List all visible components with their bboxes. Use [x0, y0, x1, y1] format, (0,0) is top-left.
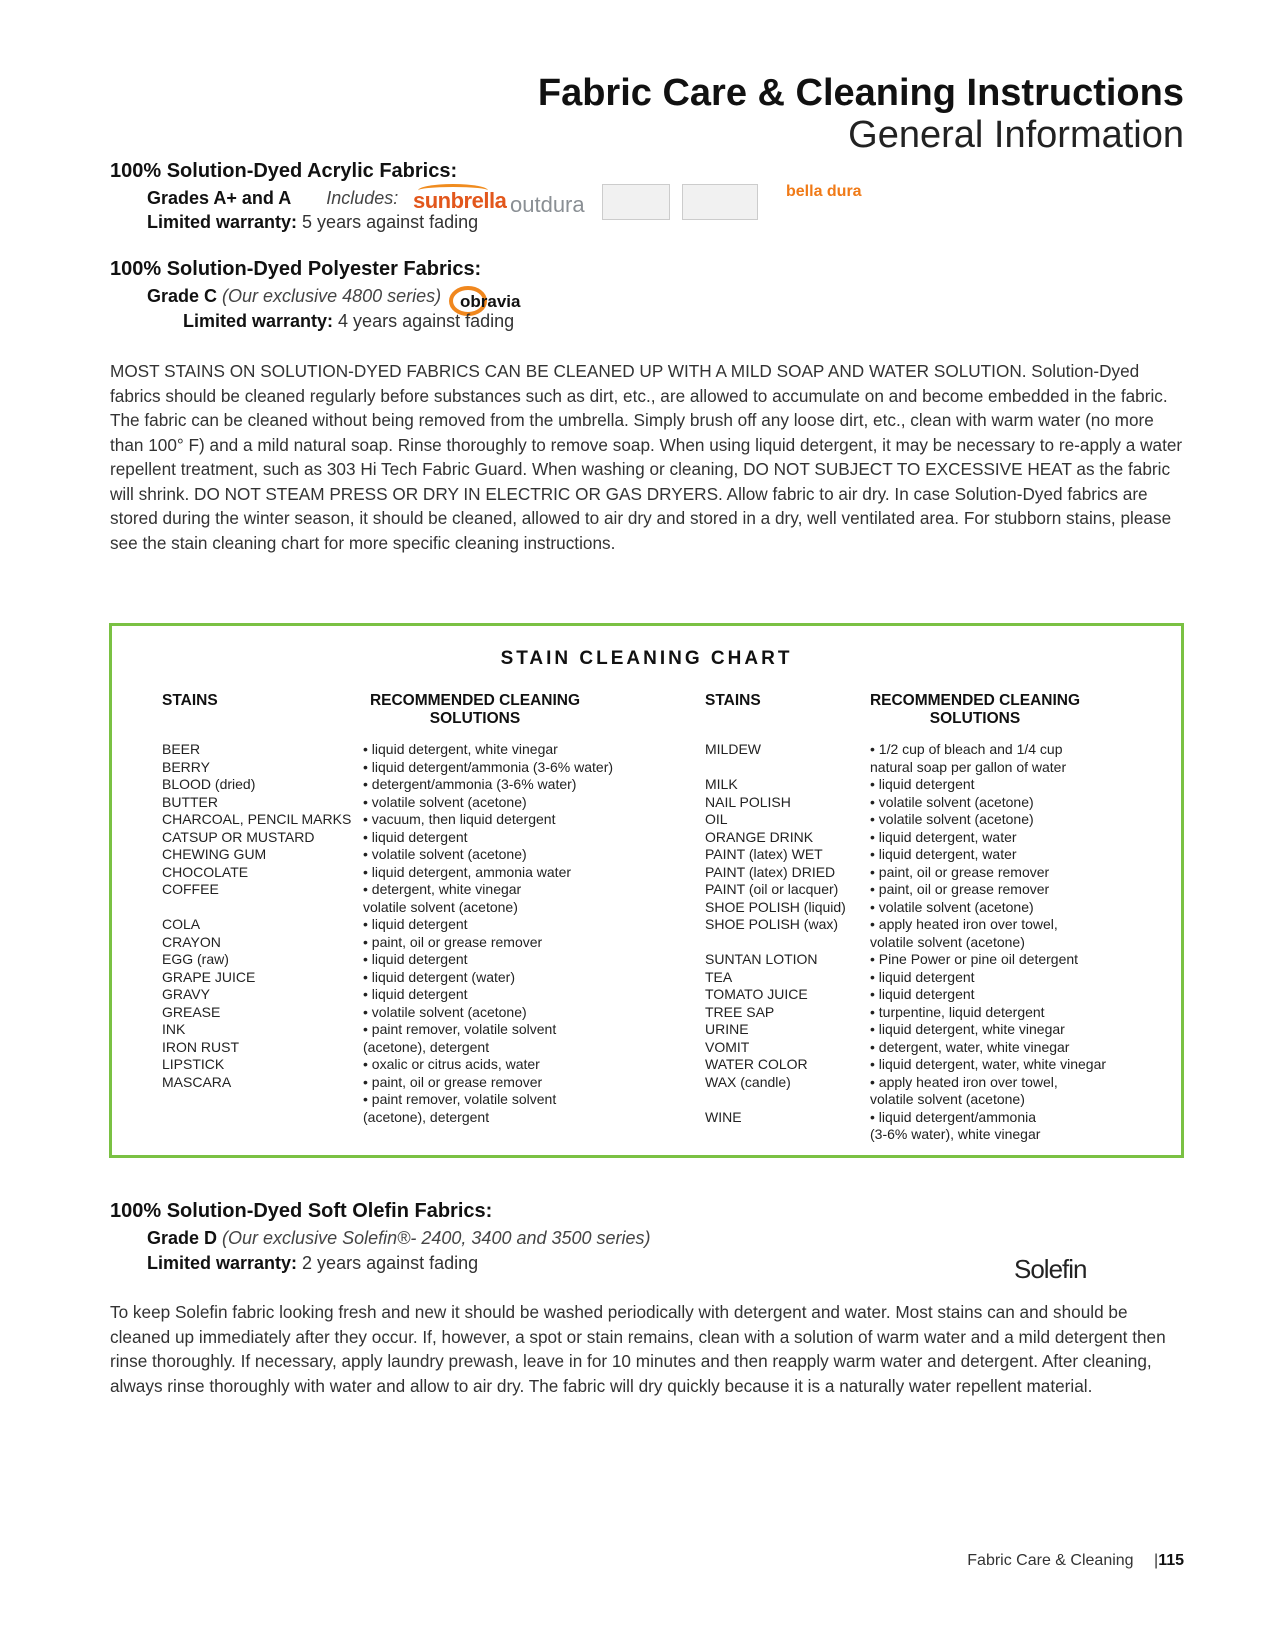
- warranty-value: 5 years against fading: [302, 212, 479, 232]
- solution-item: • liquid detergent, water, white vinegar: [870, 1056, 1107, 1072]
- solution-item: • volatile solvent (acetone): [870, 793, 1034, 810]
- stain-item: TREE SAP: [705, 1003, 775, 1020]
- bella-dura-logo-text: bella dura: [786, 183, 862, 200]
- solution-item: • liquid detergent: [870, 968, 975, 985]
- solution-item: volatile solvent (acetone): [870, 1091, 1025, 1107]
- solution-item: • volatile solvent (acetone): [363, 1003, 527, 1020]
- olefin-care-paragraph: To keep Solefin fabric looking fresh and new it should be washed periodically with detergent and water. Most stains can and should be cleaned up immediately after they occur. If, however, a spot or stain remains, clean with a solution of warm water and a mild detergent then rinse thoroughly. If necessary, apply laundry prewash, leave in for 10 minutes and then reapply warm water and detergent. After cleaning, always rinse thoroughly with water and allow to air dry. The fabric will dry quickly because it is a naturally water repellent material.: [110, 1302, 1166, 1396]
- solution-item: • detergent/ammonia (3-6% water): [363, 776, 577, 792]
- bella-dura-logo: [786, 184, 862, 200]
- stain-item: SUNTAN LOTION: [705, 951, 818, 967]
- solution-item: • Pine Power or pine oil detergent: [870, 951, 1079, 967]
- sunbrella-logo: sunbrella: [413, 188, 507, 213]
- stain-item: [162, 899, 352, 917]
- stain-item: OIL: [705, 811, 728, 827]
- stain-item: MILK: [705, 776, 738, 792]
- solution-item: • liquid detergent/ammonia: [870, 1108, 1036, 1125]
- warranty-label: Limited warranty:: [147, 212, 298, 232]
- right-solutions-list: [870, 741, 1170, 1144]
- stain-item: PAINT (latex) WET: [705, 846, 823, 862]
- solution-item: • apply heated iron over towel,: [870, 1073, 1058, 1090]
- stain-item: MASCARA: [162, 1073, 232, 1090]
- stain-item: ORANGE DRINK: [705, 828, 814, 845]
- stain-item: SHOE POLISH (liquid): [705, 898, 846, 915]
- solution-item: • paint, oil or grease remover: [870, 881, 1050, 897]
- acrylic-grades: Grades A+ and A: [147, 188, 292, 208]
- stain-item: COFFEE: [162, 881, 219, 897]
- olefin-section-title: 100% Solution-Dyed Soft Olefin Fabrics:: [110, 1200, 493, 1222]
- cleaning-instructions-paragraph: MOST STAINS ON SOLUTION-DYED FABRICS CAN BE CLEANED UP WITH A MILD SOAP AND WATER SOLUTION. Solution-Dyed fabrics should be cleaned regularly before substances such as dirt, etc., are allowed to accumulate on and become embedded in the fabric. The fabric can be cleaned without being removed from the umbrella. Simply brush off any loose dirt, etc., clean with warm water (no more than 100° F) and a mild natural soap. Rinse thoroughly to remove soap. When using liquid detergent, it may be necessary to re-apply a water repellent treatment, such as 303 Hi Tech Fabric Guard. When washing or cleaning, DO NOT SUBJECT TO EXCESSIVE HEAT as the fabric will shrink. DO NOT STEAM PRESS OR DRY IN ELECTRIC OR GAS DRYERS. Allow fabric to air dry. In case Solution-Dyed fabrics are stored during the winter season, it should be cleaned, allowed to air dry and stored in a dry, well ventilated area. For stubborn stains, please see the stain cleaning chart for more specific cleaning instructions.: [110, 361, 1183, 553]
- stain-item: CATSUP OR MUSTARD: [162, 828, 315, 845]
- stain-item: BUTTER: [162, 793, 218, 810]
- right-stains-list: [705, 741, 865, 1126]
- stain-item: TOMATO JUICE: [705, 986, 808, 1002]
- warranty-label: Limited warranty:: [147, 1253, 298, 1273]
- stain-item: BEER: [162, 741, 201, 757]
- solution-item: • oxalic or citrus acids, water: [363, 1056, 540, 1072]
- solution-item: • paint, oil or grease remover: [363, 1073, 543, 1090]
- right-stains-header: STAINS: [705, 692, 761, 709]
- solution-item: • volatile solvent (acetone): [363, 793, 527, 810]
- solution-item: • liquid detergent: [870, 986, 975, 1002]
- solution-item: • volatile solvent (acetone): [363, 846, 527, 862]
- solution-item: • paint remover, volatile solvent: [363, 1021, 557, 1037]
- left-solutions-header: RECOMMENDED CLEANING SOLUTIONS: [369, 692, 581, 727]
- stain-item: [705, 934, 865, 952]
- stain-item: GRAVY: [162, 986, 210, 1002]
- stain-item: WINE: [705, 1108, 742, 1125]
- solution-item: • liquid detergent (water): [363, 968, 515, 985]
- left-solutions-list: [363, 741, 643, 1126]
- warranty-value: 4 years against fading: [338, 311, 515, 331]
- polyester-grade-line: [147, 286, 441, 307]
- page-title: Fabric Care & Cleaning Instructions: [537, 72, 1184, 114]
- stain-item: VOMIT: [705, 1038, 750, 1055]
- warranty-label: Limited warranty:: [183, 311, 334, 331]
- page-subtitle: General Information: [848, 114, 1184, 156]
- stain-item: [705, 1091, 865, 1109]
- acrylic-grades-line: [147, 188, 398, 209]
- solution-item: • liquid detergent: [363, 916, 468, 932]
- stain-item: CHARCOAL, PENCIL MARKS: [162, 811, 352, 827]
- solution-item: • detergent, water, white vinegar: [870, 1038, 1070, 1055]
- footer-section-name: Fabric Care & Cleaning: [967, 1552, 1134, 1569]
- page-header: [538, 72, 1184, 156]
- stain-item: BERRY: [162, 758, 210, 775]
- solution-item: • detergent, white vinegar: [363, 881, 522, 897]
- stain-item: SHOE POLISH (wax): [705, 916, 839, 932]
- stain-item: EGG (raw): [162, 951, 229, 967]
- chart-title: STAIN CLEANING CHART: [500, 648, 793, 669]
- solution-item: • liquid detergent/ammonia (3-6% water): [363, 758, 614, 775]
- olefin-warranty: [147, 1253, 478, 1274]
- stain-item: CHOCOLATE: [162, 863, 249, 880]
- right-solutions-header: RECOMMENDED CLEANING SOLUTIONS: [869, 692, 1081, 727]
- solution-item: • liquid detergent: [363, 951, 468, 967]
- stain-cleaning-chart: [109, 623, 1184, 1158]
- stain-item: URINE: [705, 1021, 749, 1037]
- solution-item: volatile solvent (acetone): [363, 898, 518, 915]
- solution-item: • liquid detergent: [870, 776, 975, 792]
- stain-item: IRON RUST: [162, 1038, 239, 1055]
- olefin-grade-line: [147, 1228, 651, 1249]
- solution-item: (acetone), detergent: [363, 1108, 490, 1125]
- stain-item: LIPSTICK: [162, 1056, 225, 1072]
- solution-item: • liquid detergent, water: [870, 828, 1017, 845]
- solution-item: • 1/2 cup of bleach and 1/4 cup: [870, 741, 1063, 757]
- stain-item: CHEWING GUM: [162, 846, 267, 862]
- solution-item: • volatile solvent (acetone): [870, 811, 1034, 827]
- solution-item: • liquid detergent: [363, 828, 468, 845]
- solution-item: • volatile solvent (acetone): [870, 898, 1034, 915]
- left-stains-header: STAINS: [162, 692, 218, 709]
- solution-item: • paint remover, volatile solvent: [363, 1091, 557, 1107]
- stain-item: COLA: [162, 916, 201, 932]
- solution-item: • liquid detergent, ammonia water: [363, 863, 572, 880]
- solution-item: • vacuum, then liquid detergent: [363, 811, 556, 827]
- solution-item: • apply heated iron over towel,: [870, 916, 1058, 932]
- solution-item: natural soap per gallon of water: [870, 758, 1067, 775]
- footer-separator: |: [1154, 1552, 1159, 1569]
- solution-item: • turpentine, liquid detergent: [870, 1003, 1045, 1020]
- warranty-value: 2 years against fading: [302, 1253, 479, 1273]
- solution-item: • liquid detergent, water: [870, 846, 1017, 862]
- stain-item: BLOOD (dried): [162, 776, 256, 792]
- olefin-grade-note: (Our exclusive Solefin®- 2400, 3400 and 3500 series): [222, 1228, 651, 1248]
- acrylic-includes-label: Includes:: [326, 188, 399, 208]
- brand-logo-image: [682, 184, 758, 220]
- solution-item: • liquid detergent, white vinegar: [363, 741, 558, 757]
- polyester-grade-note: (Our exclusive 4800 series): [222, 286, 442, 306]
- solefin-logo: Solefin: [1014, 1254, 1087, 1284]
- solution-item: (3-6% water), white vinegar: [870, 1126, 1041, 1142]
- brand-logo-image: [602, 184, 670, 220]
- stain-item: PAINT (oil or lacquer): [705, 881, 839, 897]
- obravia-logo-text: obravia: [460, 292, 521, 311]
- stain-item: TEA: [705, 968, 733, 985]
- page-number: 115: [1158, 1552, 1184, 1569]
- left-stains-list: [162, 741, 352, 1091]
- stain-item: GREASE: [162, 1003, 221, 1020]
- acrylic-warranty: [147, 212, 478, 233]
- stain-item: CRAYON: [162, 933, 221, 950]
- solution-item: • paint, oil or grease remover: [870, 863, 1050, 880]
- polyester-grade: Grade C: [147, 286, 218, 306]
- solution-item: • paint, oil or grease remover: [363, 933, 543, 950]
- outdura-logo: outdura: [510, 192, 585, 217]
- stain-item: WATER COLOR: [705, 1056, 808, 1072]
- page-footer: [967, 1552, 1184, 1570]
- stain-item: WAX (candle): [705, 1073, 791, 1090]
- stain-item: MILDEW: [705, 741, 761, 757]
- acrylic-section-title: 100% Solution-Dyed Acrylic Fabrics:: [110, 160, 458, 182]
- polyester-warranty: [183, 311, 514, 332]
- solution-item: (acetone), detergent: [363, 1038, 490, 1055]
- stain-item: PAINT (latex) DRIED: [705, 863, 836, 880]
- stain-item: INK: [162, 1021, 186, 1037]
- polyester-section-title: 100% Solution-Dyed Polyester Fabrics:: [110, 258, 482, 280]
- stain-item: NAIL POLISH: [705, 793, 791, 810]
- solution-item: • liquid detergent: [363, 986, 468, 1002]
- stain-item: GRAPE JUICE: [162, 968, 256, 985]
- olefin-grade: Grade D: [147, 1228, 218, 1248]
- solution-item: volatile solvent (acetone): [870, 933, 1025, 950]
- solution-item: • liquid detergent, white vinegar: [870, 1021, 1065, 1037]
- stain-item: [705, 759, 865, 777]
